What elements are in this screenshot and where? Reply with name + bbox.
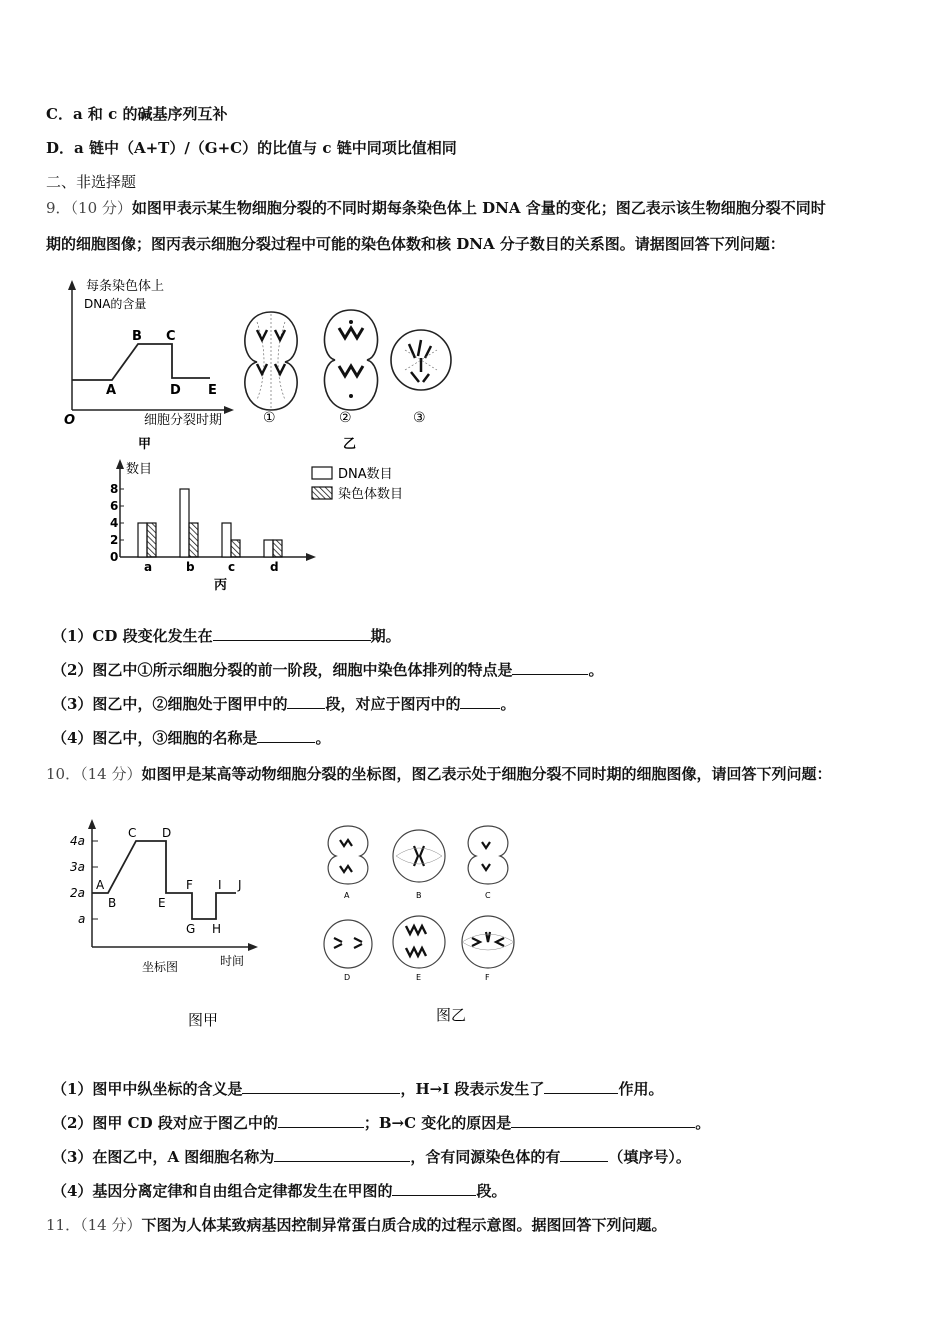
q9-sub2-end: 。 [588,661,604,679]
q10-sub1-blank-b[interactable] [544,1079,618,1094]
point-c: C [166,329,176,344]
q10-point-b: B [108,896,117,910]
q9-jia-ylabel1: 每条染色体上 [86,279,165,294]
legend-swatch-chromosome [312,487,332,499]
q9-fig-jia [60,272,245,452]
point-b: B [132,329,142,344]
q10-sub1-text-b: ，H→I 段表示发生了 [400,1080,545,1098]
q9-sub3-text-b: 段，对应于图丙中的 [325,695,461,713]
bing-y-arrow [116,459,124,469]
q10-jia-caption: 图甲 [188,1011,219,1029]
q10-sub4-text: （4）基因分离定律和自由组合定律都发生在甲图的 [52,1182,393,1200]
q10-point-j: J [238,878,242,892]
q9-stem-text1: 如图甲表示某生物细胞分裂的不同时期每条染色体上 DNA 含量的变化；图乙表示该生物细胞分裂不同时 [131,199,826,217]
q10-sub1-end: 作用。 [618,1080,664,1098]
q9-fig-bing [100,455,440,595]
q9-stem-line2: 期的细胞图像；图丙表示细胞分裂过程中可能的染色体数和核 DNA 分子数目的关系图。请据图回答下列问题： [46,235,785,253]
q10-number: 10． [46,765,81,783]
q11-stem [46,1214,666,1235]
legend-label-chromosome: 染色体数目 [338,487,404,502]
q10-score: （14 分） [80,765,142,783]
q10-cell-label-c: C [485,891,491,900]
q10-point-f: F [186,878,193,892]
bar-a-chromosome [147,523,156,557]
q10-ytick-a: a [78,912,86,926]
q10-stem-text: 如图甲是某高等动物细胞分裂的坐标图，图乙表示处于细胞分裂不同时期的细胞图像，请回答下列问题： [141,765,832,783]
q10-sub4-end: 段。 [476,1182,507,1200]
q9-jia-ylabel2: DNA的含量 [84,297,147,311]
bing-ytick-label-4: 4 [110,516,119,530]
q10-fig-jia [68,815,268,1035]
q10-sub1 [52,1078,663,1099]
q10-sub2-blank-a[interactable] [278,1113,364,1128]
q10-point-h: H [212,922,222,936]
point-e: E [208,383,217,398]
q10-point-d: D [162,826,172,840]
q9-sub1-blank[interactable] [213,626,371,641]
q10-yi-caption: 图乙 [436,1006,467,1024]
q9-sub1-text: （1）CD 段变化发生在 [52,627,213,645]
origin: O [64,413,76,428]
cell-label-3: ③ [413,410,426,426]
q9-number: 9． [46,199,71,217]
cell-1 [245,312,297,410]
q10-cell-label-e: E [416,973,422,982]
q9-sub1-end: 期。 [370,627,401,645]
q9-jia-xlabel: 细胞分裂时期 [144,413,223,428]
q9-yi-caption: 乙 [343,437,357,452]
q10-cell-f [462,916,514,968]
q9-stem-line1 [46,197,826,218]
cell-3 [391,330,451,390]
cell-2 [324,310,377,410]
q11-stem-text: 下图为人体某致病基因控制异常蛋白质合成的过程示意图。据图回答下列问题。 [141,1216,667,1234]
q10-sub2 [52,1112,710,1133]
q10-cell-b [393,830,445,882]
bing-ylabel: 数目 [126,462,153,477]
q10-cell-label-b: B [416,891,422,900]
bing-xtick-d: d [270,560,279,574]
q10-sub3 [52,1146,691,1167]
q10-point-a: A [96,878,105,892]
q10-cell-d [324,920,372,968]
bar-d-chromosome [273,540,282,557]
bing-ytick-label-8: 8 [110,482,119,496]
bar-c-chromosome [231,540,240,557]
x-arrow [224,406,234,414]
q10-sub3-end: （填序号）。 [608,1148,691,1166]
q10-label-graph: 坐标图 [142,960,179,974]
q10-point-e: E [158,896,166,910]
q9-fig-yi [235,300,475,452]
bing-xtick-c: c [228,560,236,574]
bing-x-arrow [306,553,316,561]
q9-sub4-blank[interactable] [257,728,315,743]
q10-cell-label-f: F [485,973,490,982]
q11-score: （14 分） [80,1216,142,1234]
q10-sub1-text-a: （1）图甲中纵坐标的含义是 [52,1080,243,1098]
section-title: 二、非选择题 [46,173,137,191]
q10-point-i: I [218,878,222,892]
bar-b-dna [180,489,189,557]
q9-sub4 [52,727,330,748]
q10-cell-a [328,826,368,884]
q9-sub3-end: 。 [500,695,516,713]
q9-sub2 [52,659,603,680]
cell-label-1: ① [263,410,276,426]
q9-sub2-blank[interactable] [512,660,588,675]
point-d: D [170,383,181,398]
q10-sub3-blank-b[interactable] [560,1147,608,1162]
option-c: C．a 和 c 的碱基序列互补 [46,105,228,123]
cell-label-2: ② [339,410,352,426]
q10-cell-e [393,916,445,968]
q10-x-arrow [248,943,258,951]
q10-ytick-3a: 3a [70,860,85,874]
q9-sub2-text: （2）图乙中①所示细胞分裂的前一阶段，细胞中染色体排列的特点是 [52,661,513,679]
q9-sub3-text-a: （3）图乙中，②细胞处于图甲中的 [52,695,288,713]
q10-sub1-blank-a[interactable] [242,1079,400,1094]
q10-sub3-blank-a[interactable] [274,1147,410,1162]
q10-label-time: 时间 [220,954,245,968]
bing-xtick-a: a [144,560,153,574]
q10-sub2-text-b: ；B→C 变化的原因是 [363,1114,512,1132]
bing-ytick-label-0: 0 [110,550,119,564]
q10-sub3-text-a: （3）在图乙中，A 图细胞名称为 [52,1148,275,1166]
q11-number: 11． [46,1216,81,1234]
q10-y-arrow [88,819,96,829]
q9-sub3 [52,693,515,714]
y-arrow [68,280,76,290]
q10-ytick-4a: 4a [70,834,85,848]
bar-d-dna [264,540,273,557]
q9-bing-caption: 丙 [214,578,228,593]
dna-curve [72,344,210,380]
bar-a-dna [138,523,147,557]
q10-cell-c [468,826,508,884]
q10-sub2-text-a: （2）图甲 CD 段对应于图乙中的 [52,1114,278,1132]
q10-sub4-blank[interactable] [392,1181,476,1196]
q10-sub2-blank-b[interactable] [511,1113,695,1128]
bing-xtick-b: b [186,560,195,574]
q9-sub4-text: （4）图乙中，③细胞的名称是 [52,729,258,747]
q10-sub2-end: 。 [695,1114,711,1132]
q9-score: （10 分） [70,199,132,217]
option-d: D．a 链中（A+T）/（G+C）的比值与 c 链中同项比值相同 [46,139,457,157]
bing-ytick-label-2: 2 [110,533,119,547]
bar-b-chromosome [189,523,198,557]
q9-sub3-blank-b[interactable] [460,694,500,709]
legend-swatch-dna [312,467,332,479]
q10-point-g: G [186,922,196,936]
q10-fig-yi [322,822,532,1027]
q10-sub4 [52,1180,506,1201]
point-a: A [106,383,117,398]
q10-cell-label-a: A [344,891,350,900]
legend-label-dna: DNA数目 [338,467,393,482]
bing-ytick-label-6: 6 [110,499,119,513]
q10-stem [46,763,831,784]
q10-ytick-2a: 2a [70,886,85,900]
q10-sub3-text-b: ，含有同源染色体的有 [410,1148,561,1166]
bar-c-dna [222,523,231,557]
q9-jia-caption: 甲 [138,437,152,452]
q10-point-c: C [128,826,137,840]
q9-sub1 [52,625,401,646]
q9-sub3-blank-a[interactable] [287,694,325,709]
q9-sub4-end: 。 [315,729,331,747]
q10-cell-label-d: D [344,973,351,982]
